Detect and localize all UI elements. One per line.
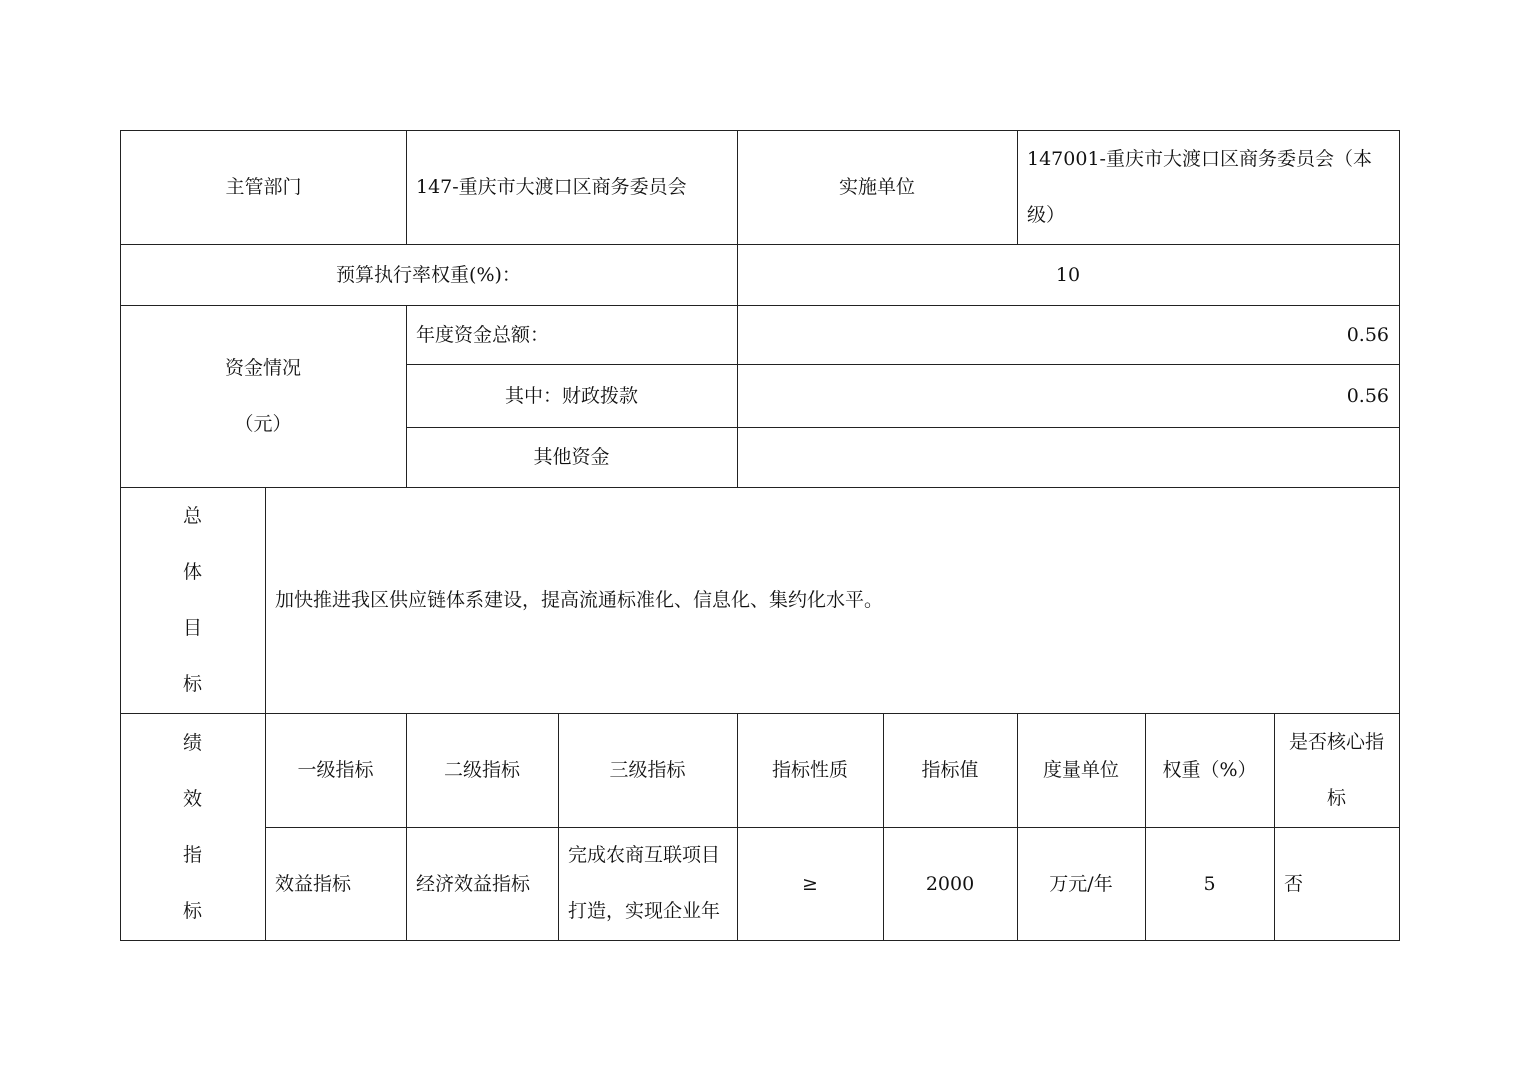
header-level2: 二级指标 <box>443 759 520 781</box>
row-level3-cell <box>558 827 737 940</box>
header-unit-cell <box>1017 713 1145 827</box>
dept-label-cell <box>120 130 407 244</box>
funds-other-value-cell <box>737 427 1399 487</box>
budget-rate-label: 预算执行率权重(%)： <box>336 263 521 286</box>
header-nature-cell <box>737 713 883 827</box>
goal-label-char: 标 <box>182 673 202 695</box>
row-unit: 万元/年 <box>1049 872 1113 895</box>
row-core-cell <box>1274 827 1399 940</box>
dept-value: 147-重庆市大渡口区商务委员会 <box>416 176 687 198</box>
funds-total-value-cell <box>737 305 1399 364</box>
header-level2-cell <box>406 713 558 827</box>
row-level3-line2: 打造，实现企业年 <box>568 900 721 922</box>
row-weight-cell <box>1145 827 1274 940</box>
header-core-line1: 是否核心指 <box>1288 731 1384 753</box>
row-core: 否 <box>1284 872 1304 895</box>
budget-rate-value-cell <box>737 244 1399 305</box>
row-level3-line1: 完成农商互联项目 <box>568 844 721 866</box>
perf-label-char: 标 <box>182 899 202 922</box>
goal-text-cell <box>265 487 1399 713</box>
header-value: 指标值 <box>921 759 979 781</box>
row-nature-cell <box>737 827 883 940</box>
perf-label-char: 绩 <box>182 731 202 754</box>
header-unit: 度量单位 <box>1042 759 1119 781</box>
funds-total-label: 年度资金总额： <box>416 323 550 346</box>
row-level2: 经济效益指标 <box>416 872 531 895</box>
funds-label-line1: 资金情况 <box>224 357 301 379</box>
goal-label-cell <box>120 487 265 713</box>
funds-label-cell <box>120 305 406 487</box>
row-unit-cell <box>1017 827 1145 940</box>
dept-value-cell <box>406 130 737 244</box>
funds-fiscal-label-cell <box>406 364 737 427</box>
funds-fiscal-value: 0.56 <box>1346 384 1389 407</box>
header-value-cell <box>883 713 1017 827</box>
row-level1: 效益指标 <box>275 872 352 895</box>
perf-label-char: 效 <box>182 787 202 810</box>
unit-label: 实施单位 <box>838 176 915 198</box>
row-value-cell <box>883 827 1017 940</box>
row-level2-cell <box>406 827 558 940</box>
header-level3-cell <box>558 713 737 827</box>
header-level1-cell <box>265 713 406 827</box>
funds-total-label-cell <box>406 305 737 364</box>
perf-label-cell <box>120 713 265 940</box>
dept-label: 主管部门 <box>225 176 302 198</box>
header-core-cell <box>1274 713 1399 827</box>
header-core-line2: 标 <box>1326 787 1346 809</box>
table-border-right <box>1399 130 1400 941</box>
header-weight-cell <box>1145 713 1274 827</box>
goal-text: 加快推进我区供应链体系建设，提高流通标准化、信息化、集约化水平。 <box>275 589 884 611</box>
unit-value-line2: 级） <box>1027 204 1066 226</box>
goal-label-char: 体 <box>182 561 202 583</box>
header-nature: 指标性质 <box>771 759 848 781</box>
funds-fiscal-label: 其中：财政拨款 <box>504 384 638 407</box>
row-nature: ≥ <box>802 872 818 895</box>
unit-value-line1: 147001-重庆市大渡口区商务委员会（本 <box>1027 148 1372 170</box>
budget-rate-value: 10 <box>1055 263 1081 286</box>
row-value: 2000 <box>925 872 975 895</box>
budget-rate-label-cell <box>120 244 737 305</box>
funds-total-value: 0.56 <box>1346 323 1389 346</box>
row-weight: 5 <box>1203 872 1216 895</box>
header-weight: 权重（%） <box>1162 759 1257 781</box>
unit-value-cell <box>1017 130 1399 244</box>
unit-label-cell <box>737 130 1017 244</box>
header-level3: 三级指标 <box>609 759 686 781</box>
funds-label-line2: （元） <box>234 413 292 435</box>
row-level1-cell <box>265 827 406 940</box>
goal-label-char: 总 <box>182 505 202 527</box>
funds-other-label-cell <box>406 427 737 487</box>
perf-label-char: 指 <box>182 843 202 866</box>
header-level1: 一级指标 <box>297 759 374 781</box>
funds-fiscal-value-cell <box>737 364 1399 427</box>
funds-other-label: 其他资金 <box>533 446 610 468</box>
table-border-bottom <box>120 940 1400 941</box>
goal-label-char: 目 <box>182 617 202 639</box>
